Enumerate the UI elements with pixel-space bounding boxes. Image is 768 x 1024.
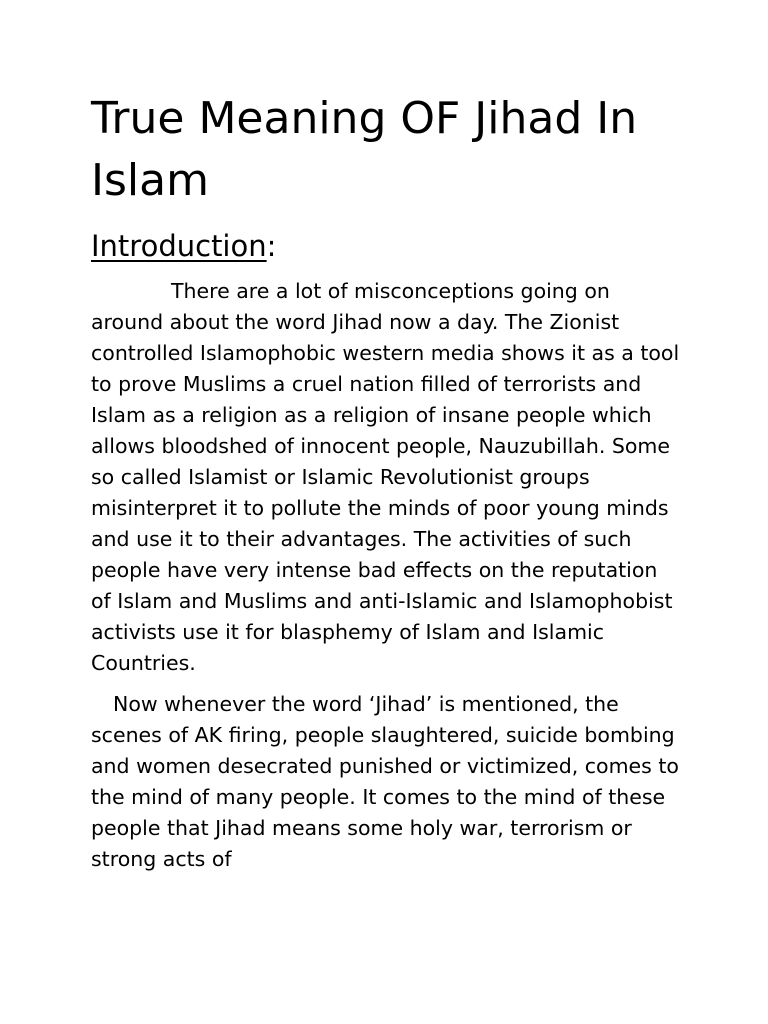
section-heading-colon: :	[266, 229, 277, 263]
section-heading-text: Introduction	[91, 229, 267, 263]
section-heading	[91, 226, 681, 266]
body-paragraph: Now whenever the word ‘Jihad’ is mentioned, the scenes of AK firing, people slaughtered, suicide bombing and women desecrated punished or victimized, comes to the mind of many people. It comes to the mind of these people that Jihad means some holy war, terrorism or strong acts of	[91, 692, 679, 871]
document-title: True Meaning OF Jihad In Islam	[91, 93, 638, 206]
body-paragraph: There are a lot of misconceptions going on around about the word Jihad now a day. The Zionist controlled Islamophobic western media shows it as a tool to prove Muslims a cruel nation filled of terrorists and Islam as a religion as a religion of insane people which allows bloodshed of innocent people, Nauzubillah. Some so called Islamist or Islamic Revolutionist groups misinterpret it to pollute the minds of poor young minds and use it to their advantages. The activities of such people have very intense bad effects on the reputation of Islam and Muslims and anti-Islamic and Islamophobist activists use it for blasphemy of Islam and Islamic Countries.	[91, 279, 680, 675]
document-content	[91, 88, 681, 875]
